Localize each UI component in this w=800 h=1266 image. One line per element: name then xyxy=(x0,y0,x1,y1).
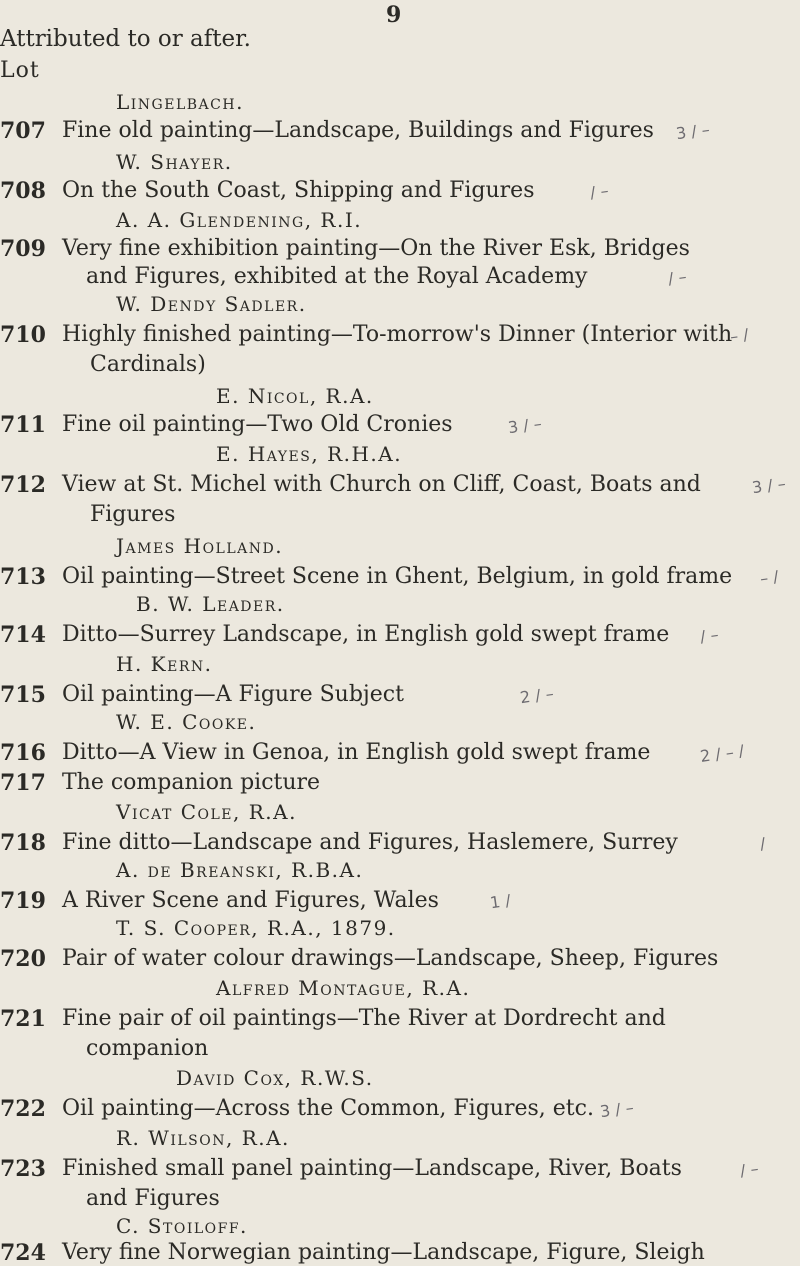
artist-name: E. Nicol, R.A. xyxy=(216,384,374,408)
handwritten-price-mark: ∕ xyxy=(758,833,767,854)
lot-number: 721 xyxy=(0,1006,46,1032)
lot-description: Oil painting—Across the Common, Figures, etc. xyxy=(62,1096,594,1121)
lot-number: 722 xyxy=(0,1096,46,1122)
lot-description: Finished small panel painting—Landscape, River, Boats xyxy=(62,1156,682,1181)
lot-number: 708 xyxy=(0,178,46,204)
lot-number: 710 xyxy=(0,322,46,348)
handwritten-price-mark: – ∕ xyxy=(758,566,780,589)
handwritten-price-mark: ∕ – xyxy=(738,1158,760,1181)
handwritten-price-mark: 2 ∕ – xyxy=(518,683,555,708)
artist-name: E. Hayes, R.H.A. xyxy=(216,442,403,466)
lot-description: View at St. Michel with Church on Cliff, Coast, Boats and xyxy=(62,472,701,497)
handwritten-price-mark: ∕ – xyxy=(698,624,720,647)
lot-column-label: Lot xyxy=(0,58,40,83)
artist-name: W. Dendy Sadler. xyxy=(116,292,307,316)
artist-name: W. Shayer. xyxy=(116,150,233,174)
lot-description: Pair of water colour drawings—Landscape, Sheep, Figures xyxy=(62,946,719,971)
lot-number: 723 xyxy=(0,1156,46,1182)
lot-description: and Figures xyxy=(86,1186,220,1211)
artist-name: A. de Breanski, R.B.A. xyxy=(116,858,364,882)
lot-description: On the South Coast, Shipping and Figures xyxy=(62,178,535,203)
lot-description: Fine old painting—Landscape, Buildings and Figures xyxy=(62,118,654,143)
lot-description: Fine ditto—Landscape and Figures, Haslemere, Surrey xyxy=(62,830,678,855)
lot-number: 711 xyxy=(0,412,46,438)
lot-number: 714 xyxy=(0,622,46,648)
lot-description: The companion picture xyxy=(62,770,321,795)
artist-name: C. Stoiloff. xyxy=(116,1214,248,1238)
lot-description: Oil painting—A Figure Subject xyxy=(62,682,404,707)
handwritten-price-mark: ∕ – xyxy=(666,266,688,289)
handwritten-price-mark: 3 ∕ – xyxy=(598,1097,635,1122)
artist-name: W. E. Cooke. xyxy=(116,710,257,734)
lot-number: 724 xyxy=(0,1240,46,1266)
lot-description: and Figures, exhibited at the Royal Academy xyxy=(86,264,588,289)
lot-description: Ditto—A View in Genoa, in English gold swept frame xyxy=(62,740,651,765)
lot-number: 716 xyxy=(0,740,46,766)
lot-description: Very fine Norwegian painting—Landscape, Figure, Sleigh xyxy=(62,1240,705,1265)
artist-name: Lingelbach. xyxy=(116,90,244,114)
page-number: 9 xyxy=(386,2,402,28)
artist-name: Alfred Montague, R.A. xyxy=(216,976,471,1000)
lot-description: Oil painting—Street Scene in Ghent, Belgium, in gold frame xyxy=(62,564,733,589)
lot-number: 717 xyxy=(0,770,46,796)
lot-number: 713 xyxy=(0,564,46,590)
lot-number: 720 xyxy=(0,946,46,972)
handwritten-price-mark: 3 ∕ – xyxy=(506,413,543,438)
lot-description: Cardinals) xyxy=(90,352,206,377)
lot-description: Ditto—Surrey Landscape, in English gold swept frame xyxy=(62,622,670,647)
handwritten-price-mark: ∕ – xyxy=(588,180,610,203)
lot-number: 718 xyxy=(0,830,46,856)
lot-number: 709 xyxy=(0,236,46,262)
lot-description: Very fine exhibition painting—On the River Esk, Bridges xyxy=(62,236,690,261)
artist-name: R. Wilson, R.A. xyxy=(116,1126,290,1150)
lot-number: 719 xyxy=(0,888,46,914)
artist-name: H. Kern. xyxy=(116,652,213,676)
lot-description: companion xyxy=(86,1036,209,1061)
handwritten-price-mark: 3 ∕ – xyxy=(674,119,711,144)
lot-number: 712 xyxy=(0,472,46,498)
artist-name: A. A. Glendening, R.I. xyxy=(116,208,363,232)
lot-description: Highly finished painting—To-morrow's Dinner (Interior with xyxy=(62,322,733,347)
lot-number: 707 xyxy=(0,118,46,144)
lot-description: Figures xyxy=(90,502,176,527)
handwritten-price-mark: 1 ∕ xyxy=(488,890,512,913)
artist-name: Vicat Cole, R.A. xyxy=(116,800,297,824)
artist-name: David Cox, R.W.S. xyxy=(176,1066,374,1090)
handwritten-price-mark: 3 ∕ – xyxy=(750,473,787,498)
lot-description: Fine pair of oil paintings—The River at Dordrecht and xyxy=(62,1006,666,1031)
handwritten-price-mark: 2 ∕ – ∕ xyxy=(698,741,746,766)
artist-name: James Holland. xyxy=(116,534,284,558)
lot-description: Fine oil painting—Two Old Cronies xyxy=(62,412,453,437)
artist-name: T. S. Cooper, R.A., 1879. xyxy=(116,916,396,940)
artist-name: B. W. Leader. xyxy=(136,592,285,616)
lot-description: A River Scene and Figures, Wales xyxy=(62,888,439,913)
lot-number: 715 xyxy=(0,682,46,708)
section-heading: Attributed to or after. xyxy=(0,26,251,52)
handwritten-price-mark: – ∕ xyxy=(728,324,750,347)
